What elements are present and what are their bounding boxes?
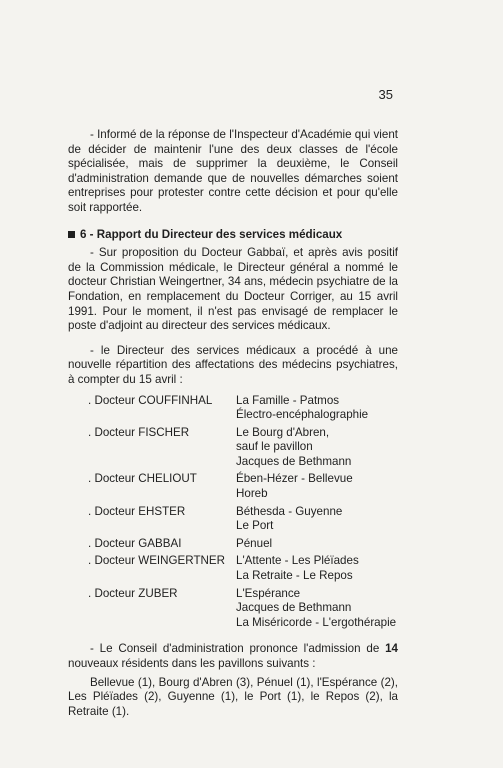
paragraph-admission [68,642,398,671]
doctor-name: . Docteur ZUBER [88,586,178,600]
admission-text-end: nouveaux résidents dans les pavillons suivants : [68,657,316,670]
place-line: Ében-Hézer - Bellevue [236,472,353,486]
place-line: La Retraite - Le Repos [236,569,353,583]
assignment-places [236,554,398,583]
paragraph-gabbai: - Sur proposition du Docteur Gabbaï, et après avis positif de la Commission médicale, le Directeur général a nommé le docteur Christian Weingertner, 34 ans, médecin psychiatre de la Fondation, en remplacement du Docteur Corriger, au 15 avril 1991. Pour le moment, il n'est pas envisagé de remplacer le poste d'adjoint au directeur des services médicaux. [68,246,398,333]
doctor-name: . Docteur CHELIOUT [88,472,197,486]
doctor-name: . Docteur FISCHER [88,425,190,439]
place-line: Béthesda - Guyenne [236,504,343,518]
assignment-places [236,587,398,631]
place-line: sauf le pavillon [236,440,313,454]
assignment-places [236,394,398,423]
paragraph-repartition: - le Directeur des services médicaux a procédé à une nouvelle répartition des affectations des médecins psychiatres, à compter du 15 avril : [68,343,398,386]
assignment-places [236,537,398,552]
place-line: Horeb [236,487,268,501]
assignment-places [236,505,398,534]
section-heading-text: 6 - Rapport du Directeur des services médicaux [80,227,343,241]
place-line: Jacques de Bethmann [236,601,352,615]
assignment-list [68,394,398,631]
page-body [68,128,398,719]
doctor-name: . Docteur GABBAI [88,536,182,550]
place-line: L'Espérance [236,586,301,600]
page-number: 35 [378,87,393,102]
paragraph-pavillons: Bellevue (1), Bourg d'Abren (3), Pénuel (1), l'Espérance (2), Les Pléïades (2), Guyenne (1), le Port (1), le Repos (2), la Retraite (1). [68,675,398,718]
place-line: La Miséricorde - L'ergothérapie [236,615,397,629]
assignment-places [236,472,398,501]
place-line: Pénuel [236,536,273,550]
place-line: Électro-encéphalographie [236,408,369,422]
doctor-name: . Docteur COUFFINHAL [88,393,213,407]
assignment-row [68,472,398,501]
assignment-row [68,587,398,631]
admission-count: 14 [385,642,398,656]
place-line: L'Attente - Les Pléïades [236,554,359,568]
doctor-name: . Docteur WEINGERTNER [88,554,226,568]
place-line: Jacques de Bethmann [236,454,352,468]
assignment-places [236,426,398,470]
assignment-row [68,426,398,470]
admission-text-start: - Le Conseil d'administration prononce l'admission de [90,642,380,656]
assignment-row [68,394,398,423]
assignment-row [68,505,398,534]
section-heading [68,228,398,243]
assignment-row [68,554,398,583]
assignment-row [68,537,398,552]
paragraph-academie: - Informé de la réponse de l'Inspecteur d'Académie qui vient de décider de maintenir l'une des deux classes de l'école spécialisée, mais de supprimer la deuxième, le Conseil d'administration demande que de nouvelles démarches soient entreprises pour protester contre cette décision et pour qu'elle soit rapportée. [68,128,398,214]
doctor-name: . Docteur EHSTER [88,504,186,518]
place-line: Le Bourg d'Abren, [236,425,330,439]
place-line: Le Port [236,519,274,533]
square-bullet-icon [68,231,75,238]
place-line: La Famille - Patmos [236,393,340,407]
